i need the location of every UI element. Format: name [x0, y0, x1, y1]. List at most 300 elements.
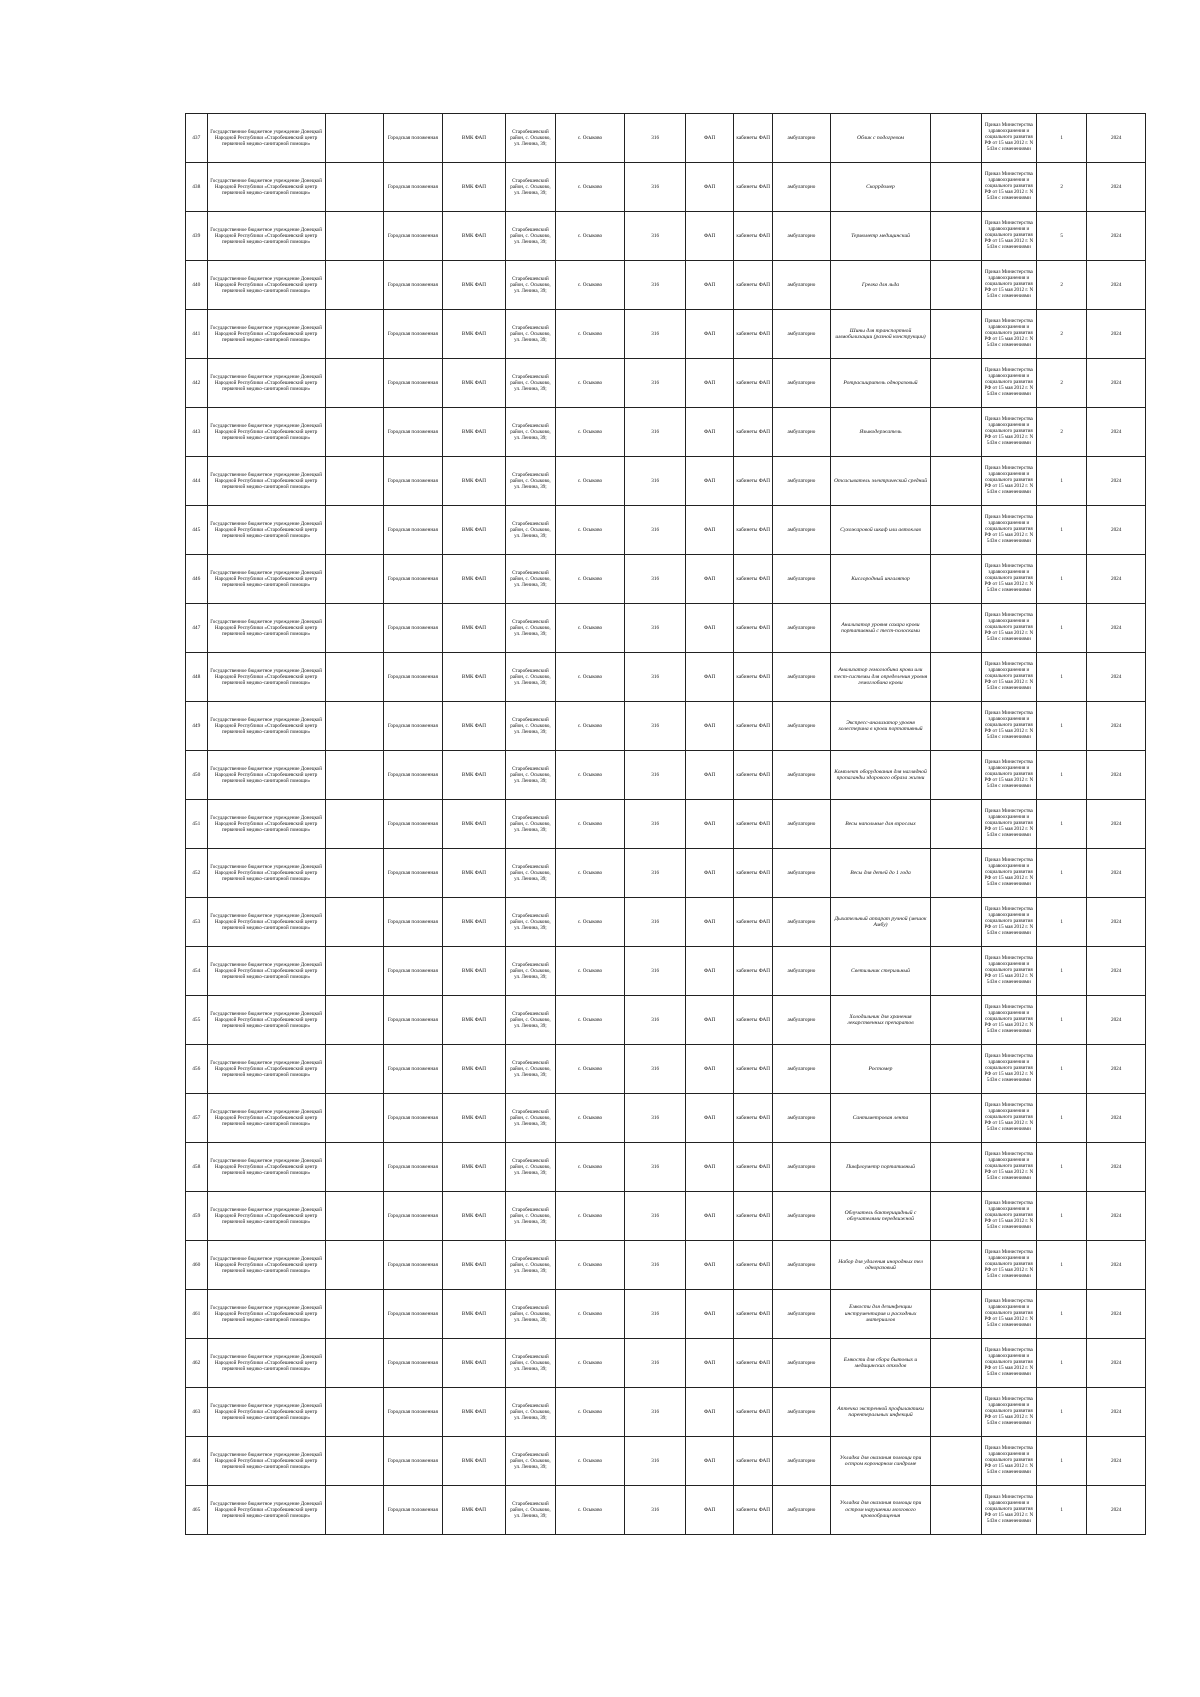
blank-cell: [931, 702, 981, 751]
care-mode-cell: амбулаторно: [773, 408, 830, 457]
cabinet-cell: кабинеты ФАП: [734, 114, 773, 163]
facility-type-cell: ВМК ФАП: [442, 898, 506, 947]
cabinet-cell: кабинеты ФАП: [734, 1290, 773, 1339]
population-cell: 316: [625, 898, 686, 947]
regulation-order-cell: Приказ Министерства здравоохранения и социального развития РФ от 15 мая 2012 г. N 543н с изменениями: [981, 702, 1036, 751]
blank-cell: [931, 1094, 981, 1143]
population-cell: 316: [625, 359, 686, 408]
blank-cell: [325, 408, 384, 457]
population-cell: 316: [625, 408, 686, 457]
facility-type-cell: ВМК ФАП: [442, 506, 506, 555]
blank-cell: [325, 114, 384, 163]
facility-type-cell: ВМК ФАП: [442, 604, 506, 653]
quantity-cell: 1: [1037, 1241, 1087, 1290]
blank-cell: [931, 1290, 981, 1339]
care-mode-cell: амбулаторно: [773, 506, 830, 555]
village-cell: с. Осыково: [555, 457, 625, 506]
fap-cell: ФАП: [685, 947, 733, 996]
table-row: [186, 1437, 1146, 1486]
equipment-name-cell: Облик с подогревом: [830, 114, 931, 163]
village-cell: с. Осыково: [555, 359, 625, 408]
blank-cell: [325, 1241, 384, 1290]
table-row: [186, 898, 1146, 947]
population-cell: 316: [625, 800, 686, 849]
fap-cell: ФАП: [685, 898, 733, 947]
equipment-name-cell: Экспресс-анализатор уровня холестерина в крови портативный: [830, 702, 931, 751]
fap-cell: ФАП: [685, 604, 733, 653]
locality-type-cell: Городская положенная: [384, 1339, 443, 1388]
locality-type-cell: Городская положенная: [384, 212, 443, 261]
regulation-order-cell: Приказ Министерства здравоохранения и социального развития РФ от 15 мая 2012 г. N 543н с изменениями: [981, 506, 1036, 555]
table-row: [186, 457, 1146, 506]
equipment-name-cell: Сантиметровая лента: [830, 1094, 931, 1143]
village-cell: с. Осыково: [555, 996, 625, 1045]
row-number-cell: 442: [186, 359, 208, 408]
blank-cell: [325, 604, 384, 653]
population-cell: 316: [625, 1486, 686, 1535]
blank-cell: [931, 212, 981, 261]
blank-cell: [325, 261, 384, 310]
village-cell: с. Осыково: [555, 898, 625, 947]
locality-type-cell: Городская положенная: [384, 996, 443, 1045]
locality-type-cell: Городская положенная: [384, 751, 443, 800]
fap-cell: ФАП: [685, 114, 733, 163]
blank-cell: [931, 1143, 981, 1192]
year-cell: 2024: [1087, 163, 1146, 212]
address-cell: Старобешевский район, с. Осыково, ул. Ленина, 39;: [506, 1045, 555, 1094]
organization-cell: Государственное бюджетное учреждение Донецкой Народной Республики «Старобешевский центр первичной медико-санитарной помощи»: [207, 408, 325, 457]
table-row: [186, 1486, 1146, 1535]
fap-cell: ФАП: [685, 800, 733, 849]
row-number-cell: 444: [186, 457, 208, 506]
blank-cell: [931, 163, 981, 212]
year-cell: 2024: [1087, 1094, 1146, 1143]
fap-cell: ФАП: [685, 1143, 733, 1192]
locality-type-cell: Городская положенная: [384, 1388, 443, 1437]
cabinet-cell: кабинеты ФАП: [734, 996, 773, 1045]
cabinet-cell: кабинеты ФАП: [734, 1045, 773, 1094]
care-mode-cell: амбулаторно: [773, 1045, 830, 1094]
year-cell: 2024: [1087, 653, 1146, 702]
care-mode-cell: амбулаторно: [773, 1192, 830, 1241]
row-number-cell: 440: [186, 261, 208, 310]
year-cell: 2024: [1087, 849, 1146, 898]
care-mode-cell: амбулаторно: [773, 1486, 830, 1535]
population-cell: 316: [625, 751, 686, 800]
fap-cell: ФАП: [685, 359, 733, 408]
cabinet-cell: кабинеты ФАП: [734, 163, 773, 212]
quantity-cell: 2: [1037, 359, 1087, 408]
table-row: [186, 114, 1146, 163]
locality-type-cell: Городская положенная: [384, 653, 443, 702]
organization-cell: Государственное бюджетное учреждение Донецкой Народной Республики «Старобешевский центр первичной медико-санитарной помощи»: [207, 1045, 325, 1094]
cabinet-cell: кабинеты ФАП: [734, 261, 773, 310]
quantity-cell: 2: [1037, 310, 1087, 359]
facility-type-cell: ВМК ФАП: [442, 1045, 506, 1094]
facility-type-cell: ВМК ФАП: [442, 653, 506, 702]
care-mode-cell: амбулаторно: [773, 849, 830, 898]
table-row: [186, 261, 1146, 310]
fap-cell: ФАП: [685, 702, 733, 751]
cabinet-cell: кабинеты ФАП: [734, 408, 773, 457]
village-cell: с. Осыково: [555, 310, 625, 359]
fap-cell: ФАП: [685, 457, 733, 506]
row-number-cell: 465: [186, 1486, 208, 1535]
population-cell: 316: [625, 604, 686, 653]
year-cell: 2024: [1087, 1339, 1146, 1388]
blank-cell: [325, 1192, 384, 1241]
fap-cell: ФАП: [685, 1290, 733, 1339]
village-cell: с. Осыково: [555, 1143, 625, 1192]
quantity-cell: 2: [1037, 163, 1087, 212]
year-cell: 2024: [1087, 751, 1146, 800]
table-row: [186, 800, 1146, 849]
facility-type-cell: ВМК ФАП: [442, 261, 506, 310]
facility-type-cell: ВМК ФАП: [442, 1339, 506, 1388]
blank-cell: [931, 947, 981, 996]
care-mode-cell: амбулаторно: [773, 1241, 830, 1290]
blank-cell: [325, 1143, 384, 1192]
quantity-cell: 1: [1037, 1339, 1087, 1388]
facility-type-cell: ВМК ФАП: [442, 1241, 506, 1290]
quantity-cell: 1: [1037, 1143, 1087, 1192]
population-cell: 316: [625, 996, 686, 1045]
blank-cell: [931, 506, 981, 555]
care-mode-cell: амбулаторно: [773, 653, 830, 702]
care-mode-cell: амбулаторно: [773, 800, 830, 849]
care-mode-cell: амбулаторно: [773, 1339, 830, 1388]
row-number-cell: 445: [186, 506, 208, 555]
table-row: [186, 212, 1146, 261]
table-row: [186, 359, 1146, 408]
locality-type-cell: Городская положенная: [384, 1437, 443, 1486]
village-cell: с. Осыково: [555, 114, 625, 163]
village-cell: с. Осыково: [555, 849, 625, 898]
care-mode-cell: амбулаторно: [773, 114, 830, 163]
address-cell: Старобешевский район, с. Осыково, ул. Ленина, 39;: [506, 898, 555, 947]
year-cell: 2024: [1087, 1143, 1146, 1192]
facility-type-cell: ВМК ФАП: [442, 1192, 506, 1241]
equipment-name-cell: Отсасыватель электрический средний: [830, 457, 931, 506]
cabinet-cell: кабинеты ФАП: [734, 457, 773, 506]
village-cell: с. Осыково: [555, 1094, 625, 1143]
address-cell: Старобешевский район, с. Осыково, ул. Ленина, 39;: [506, 1339, 555, 1388]
blank-cell: [325, 555, 384, 604]
organization-cell: Государственное бюджетное учреждение Донецкой Народной Республики «Старобешевский центр первичной медико-санитарной помощи»: [207, 751, 325, 800]
locality-type-cell: Городская положенная: [384, 1192, 443, 1241]
address-cell: Старобешевский район, с. Осыково, ул. Ленина, 39;: [506, 1094, 555, 1143]
regulation-order-cell: Приказ Министерства здравоохранения и социального развития РФ от 15 мая 2012 г. N 543н с изменениями: [981, 457, 1036, 506]
care-mode-cell: амбулаторно: [773, 947, 830, 996]
regulation-order-cell: Приказ Министерства здравоохранения и социального развития РФ от 15 мая 2012 г. N 543н с изменениями: [981, 555, 1036, 604]
address-cell: Старобешевский район, с. Осыково, ул. Ленина, 39;: [506, 163, 555, 212]
care-mode-cell: амбулаторно: [773, 163, 830, 212]
blank-cell: [325, 996, 384, 1045]
equipment-name-cell: Весы напольные для взрослых: [830, 800, 931, 849]
village-cell: с. Осыково: [555, 800, 625, 849]
fap-cell: ФАП: [685, 1437, 733, 1486]
population-cell: 316: [625, 1388, 686, 1437]
organization-cell: Государственное бюджетное учреждение Донецкой Народной Республики «Старобешевский центр первичной медико-санитарной помощи»: [207, 898, 325, 947]
row-number-cell: 438: [186, 163, 208, 212]
blank-cell: [325, 1388, 384, 1437]
address-cell: Старобешевский район, с. Осыково, ул. Ленина, 39;: [506, 1241, 555, 1290]
village-cell: с. Осыково: [555, 163, 625, 212]
regulation-order-cell: Приказ Министерства здравоохранения и социального развития РФ от 15 мая 2012 г. N 543н с изменениями: [981, 996, 1036, 1045]
regulation-order-cell: Приказ Министерства здравоохранения и социального развития РФ от 15 мая 2012 г. N 543н с изменениями: [981, 751, 1036, 800]
table-row: [186, 702, 1146, 751]
facility-type-cell: ВМК ФАП: [442, 800, 506, 849]
population-cell: 316: [625, 212, 686, 261]
address-cell: Старобешевский район, с. Осыково, ул. Ленина, 39;: [506, 849, 555, 898]
quantity-cell: 1: [1037, 800, 1087, 849]
facility-type-cell: ВМК ФАП: [442, 1094, 506, 1143]
facility-type-cell: ВМК ФАП: [442, 457, 506, 506]
table-row: [186, 1388, 1146, 1437]
cabinet-cell: кабинеты ФАП: [734, 359, 773, 408]
care-mode-cell: амбулаторно: [773, 1143, 830, 1192]
blank-cell: [931, 1241, 981, 1290]
population-cell: 316: [625, 1339, 686, 1388]
locality-type-cell: Городская положенная: [384, 898, 443, 947]
blank-cell: [325, 702, 384, 751]
organization-cell: Государственное бюджетное учреждение Донецкой Народной Республики «Старобешевский центр первичной медико-санитарной помощи»: [207, 653, 325, 702]
cabinet-cell: кабинеты ФАП: [734, 1143, 773, 1192]
facility-type-cell: ВМК ФАП: [442, 947, 506, 996]
fap-cell: ФАП: [685, 1045, 733, 1094]
table-row: [186, 1143, 1146, 1192]
blank-cell: [931, 1486, 981, 1535]
organization-cell: Государственное бюджетное учреждение Донецкой Народной Республики «Старобешевский центр первичной медико-санитарной помощи»: [207, 1486, 325, 1535]
regulation-order-cell: Приказ Министерства здравоохранения и социального развития РФ от 15 мая 2012 г. N 543н с изменениями: [981, 1486, 1036, 1535]
year-cell: 2024: [1087, 1486, 1146, 1535]
organization-cell: Государственное бюджетное учреждение Донецкой Народной Республики «Старобешевский центр первичной медико-санитарной помощи»: [207, 1339, 325, 1388]
blank-cell: [325, 1094, 384, 1143]
address-cell: Старобешевский район, с. Осыково, ул. Ленина, 39;: [506, 212, 555, 261]
address-cell: Старобешевский район, с. Осыково, ул. Ленина, 39;: [506, 947, 555, 996]
locality-type-cell: Городская положенная: [384, 359, 443, 408]
table-row: [186, 1094, 1146, 1143]
cabinet-cell: кабинеты ФАП: [734, 604, 773, 653]
table-row: [186, 1192, 1146, 1241]
quantity-cell: 1: [1037, 849, 1087, 898]
blank-cell: [931, 1437, 981, 1486]
year-cell: 2024: [1087, 1241, 1146, 1290]
organization-cell: Государственное бюджетное учреждение Донецкой Народной Республики «Старобешевский центр первичной медико-санитарной помощи»: [207, 457, 325, 506]
regulation-order-cell: Приказ Министерства здравоохранения и социального развития РФ от 15 мая 2012 г. N 543н с изменениями: [981, 310, 1036, 359]
row-number-cell: 456: [186, 1045, 208, 1094]
blank-cell: [325, 1437, 384, 1486]
quantity-cell: 1: [1037, 1290, 1087, 1339]
quantity-cell: 1: [1037, 555, 1087, 604]
blank-cell: [931, 996, 981, 1045]
cabinet-cell: кабинеты ФАП: [734, 1094, 773, 1143]
blank-cell: [931, 359, 981, 408]
address-cell: Старобешевский район, с. Осыково, ул. Ленина, 39;: [506, 359, 555, 408]
fap-cell: ФАП: [685, 163, 733, 212]
facility-type-cell: ВМК ФАП: [442, 163, 506, 212]
row-number-cell: 446: [186, 555, 208, 604]
table-row: [186, 408, 1146, 457]
organization-cell: Государственное бюджетное учреждение Донецкой Народной Республики «Старобешевский центр первичной медико-санитарной помощи»: [207, 310, 325, 359]
population-cell: 316: [625, 1143, 686, 1192]
locality-type-cell: Городская положенная: [384, 555, 443, 604]
regulation-order-cell: Приказ Министерства здравоохранения и социального развития РФ от 15 мая 2012 г. N 543н с изменениями: [981, 212, 1036, 261]
row-number-cell: 454: [186, 947, 208, 996]
locality-type-cell: Городская положенная: [384, 1143, 443, 1192]
organization-cell: Государственное бюджетное учреждение Донецкой Народной Республики «Старобешевский центр первичной медико-санитарной помощи»: [207, 163, 325, 212]
equipment-name-cell: Емкости для дезинфекции инструментария и расходных материалов: [830, 1290, 931, 1339]
equipment-name-cell: Аптечка экстренной профилактики парентеральных инфекций: [830, 1388, 931, 1437]
care-mode-cell: амбулаторно: [773, 1437, 830, 1486]
quantity-cell: 1: [1037, 457, 1087, 506]
regulation-order-cell: Приказ Министерства здравоохранения и социального развития РФ от 15 мая 2012 г. N 543н с изменениями: [981, 359, 1036, 408]
fap-cell: ФАП: [685, 653, 733, 702]
address-cell: Старобешевский район, с. Осыково, ул. Ленина, 39;: [506, 555, 555, 604]
quantity-cell: 1: [1037, 1045, 1087, 1094]
population-cell: 316: [625, 1290, 686, 1339]
cabinet-cell: кабинеты ФАП: [734, 1339, 773, 1388]
care-mode-cell: амбулаторно: [773, 996, 830, 1045]
blank-cell: [931, 751, 981, 800]
fap-cell: ФАП: [685, 1241, 733, 1290]
village-cell: с. Осыково: [555, 947, 625, 996]
cabinet-cell: кабинеты ФАП: [734, 506, 773, 555]
address-cell: Старобешевский район, с. Осыково, ул. Ленина, 39;: [506, 408, 555, 457]
organization-cell: Государственное бюджетное учреждение Донецкой Народной Республики «Старобешевский центр первичной медико-санитарной помощи»: [207, 1437, 325, 1486]
regulation-order-cell: Приказ Министерства здравоохранения и социального развития РФ от 15 мая 2012 г. N 543н с изменениями: [981, 1388, 1036, 1437]
table-row: [186, 163, 1146, 212]
blank-cell: [931, 310, 981, 359]
quantity-cell: 5: [1037, 212, 1087, 261]
village-cell: с. Осыково: [555, 506, 625, 555]
year-cell: 2024: [1087, 898, 1146, 947]
cabinet-cell: кабинеты ФАП: [734, 849, 773, 898]
blank-cell: [325, 1045, 384, 1094]
table-row: [186, 604, 1146, 653]
quantity-cell: 1: [1037, 604, 1087, 653]
quantity-cell: 1: [1037, 1437, 1087, 1486]
address-cell: Старобешевский район, с. Осыково, ул. Ленина, 39;: [506, 1486, 555, 1535]
year-cell: 2024: [1087, 310, 1146, 359]
village-cell: с. Осыково: [555, 555, 625, 604]
locality-type-cell: Городская положенная: [384, 310, 443, 359]
row-number-cell: 451: [186, 800, 208, 849]
equipment-name-cell: Укладка для оказания помощи при остром коронарном синдроме: [830, 1437, 931, 1486]
organization-cell: Государственное бюджетное учреждение Донецкой Народной Республики «Старобешевский центр первичной медико-санитарной помощи»: [207, 359, 325, 408]
cabinet-cell: кабинеты ФАП: [734, 653, 773, 702]
care-mode-cell: амбулаторно: [773, 555, 830, 604]
population-cell: 316: [625, 1192, 686, 1241]
regulation-order-cell: Приказ Министерства здравоохранения и социального развития РФ от 15 мая 2012 г. N 543н с изменениями: [981, 163, 1036, 212]
population-cell: 316: [625, 702, 686, 751]
blank-cell: [325, 898, 384, 947]
address-cell: Старобешевский район, с. Осыково, ул. Ленина, 39;: [506, 506, 555, 555]
fap-cell: ФАП: [685, 408, 733, 457]
regulation-order-cell: Приказ Министерства здравоохранения и социального развития РФ от 15 мая 2012 г. N 543н с изменениями: [981, 261, 1036, 310]
organization-cell: Государственное бюджетное учреждение Донецкой Народной Республики «Старобешевский центр первичной медико-санитарной помощи»: [207, 800, 325, 849]
cabinet-cell: кабинеты ФАП: [734, 751, 773, 800]
population-cell: 316: [625, 163, 686, 212]
address-cell: Старобешевский район, с. Осыково, ул. Ленина, 39;: [506, 996, 555, 1045]
row-number-cell: 462: [186, 1339, 208, 1388]
regulation-order-cell: Приказ Министерства здравоохранения и социального развития РФ от 15 мая 2012 г. N 543н с изменениями: [981, 604, 1036, 653]
row-number-cell: 460: [186, 1241, 208, 1290]
population-cell: 316: [625, 1241, 686, 1290]
year-cell: 2024: [1087, 506, 1146, 555]
row-number-cell: 437: [186, 114, 208, 163]
address-cell: Старобешевский район, с. Осыково, ул. Ленина, 39;: [506, 1388, 555, 1437]
row-number-cell: 459: [186, 1192, 208, 1241]
locality-type-cell: Городская положенная: [384, 947, 443, 996]
quantity-cell: 2: [1037, 261, 1087, 310]
care-mode-cell: амбулаторно: [773, 261, 830, 310]
quantity-cell: 1: [1037, 506, 1087, 555]
locality-type-cell: Городская положенная: [384, 849, 443, 898]
quantity-cell: 1: [1037, 702, 1087, 751]
table-row: [186, 555, 1146, 604]
organization-cell: Государственное бюджетное учреждение Донецкой Народной Республики «Старобешевский центр первичной медико-санитарной помощи»: [207, 1094, 325, 1143]
quantity-cell: 1: [1037, 114, 1087, 163]
table-row: [186, 1241, 1146, 1290]
equipment-name-cell: Анализатор уровня сахара крови портативный с тест-полосками: [830, 604, 931, 653]
equipment-name-cell: Анализатор гемоглобина крови или тест-системы для определения уровня гемоглобина крови: [830, 653, 931, 702]
care-mode-cell: амбулаторно: [773, 1290, 830, 1339]
village-cell: с. Осыково: [555, 1437, 625, 1486]
locality-type-cell: Городская положенная: [384, 1094, 443, 1143]
facility-type-cell: ВМК ФАП: [442, 751, 506, 800]
table-row: [186, 506, 1146, 555]
cabinet-cell: кабинеты ФАП: [734, 947, 773, 996]
table-body: [186, 114, 1146, 1535]
address-cell: Старобешевский район, с. Осыково, ул. Ленина, 39;: [506, 604, 555, 653]
locality-type-cell: Городская положенная: [384, 408, 443, 457]
blank-cell: [931, 457, 981, 506]
year-cell: 2024: [1087, 408, 1146, 457]
care-mode-cell: амбулаторно: [773, 604, 830, 653]
blank-cell: [325, 1290, 384, 1339]
facility-type-cell: ВМК ФАП: [442, 1486, 506, 1535]
population-cell: 316: [625, 1437, 686, 1486]
equipment-name-cell: Облучатель бактерицидный с облучателями передвижной: [830, 1192, 931, 1241]
organization-cell: Государственное бюджетное учреждение Донецкой Народной Республики «Старобешевский центр первичной медико-санитарной помощи»: [207, 996, 325, 1045]
blank-cell: [325, 1339, 384, 1388]
population-cell: 316: [625, 457, 686, 506]
population-cell: 316: [625, 114, 686, 163]
quantity-cell: 1: [1037, 1192, 1087, 1241]
quantity-cell: 1: [1037, 1486, 1087, 1535]
blank-cell: [325, 163, 384, 212]
blank-cell: [931, 408, 981, 457]
table-row: [186, 1339, 1146, 1388]
blank-cell: [931, 114, 981, 163]
locality-type-cell: Городская положенная: [384, 800, 443, 849]
row-number-cell: 447: [186, 604, 208, 653]
facility-type-cell: ВМК ФАП: [442, 408, 506, 457]
table-row: [186, 310, 1146, 359]
equipment-table: [185, 113, 1146, 1535]
year-cell: 2024: [1087, 114, 1146, 163]
equipment-name-cell: Термометр медицинский: [830, 212, 931, 261]
cabinet-cell: кабинеты ФАП: [734, 310, 773, 359]
equipment-name-cell: Укладка для оказания помощи при остром нарушении мозгового кровообращения: [830, 1486, 931, 1535]
year-cell: 2024: [1087, 212, 1146, 261]
locality-type-cell: Городская положенная: [384, 702, 443, 751]
blank-cell: [325, 506, 384, 555]
blank-cell: [931, 898, 981, 947]
facility-type-cell: ВМК ФАП: [442, 114, 506, 163]
fap-cell: ФАП: [685, 751, 733, 800]
